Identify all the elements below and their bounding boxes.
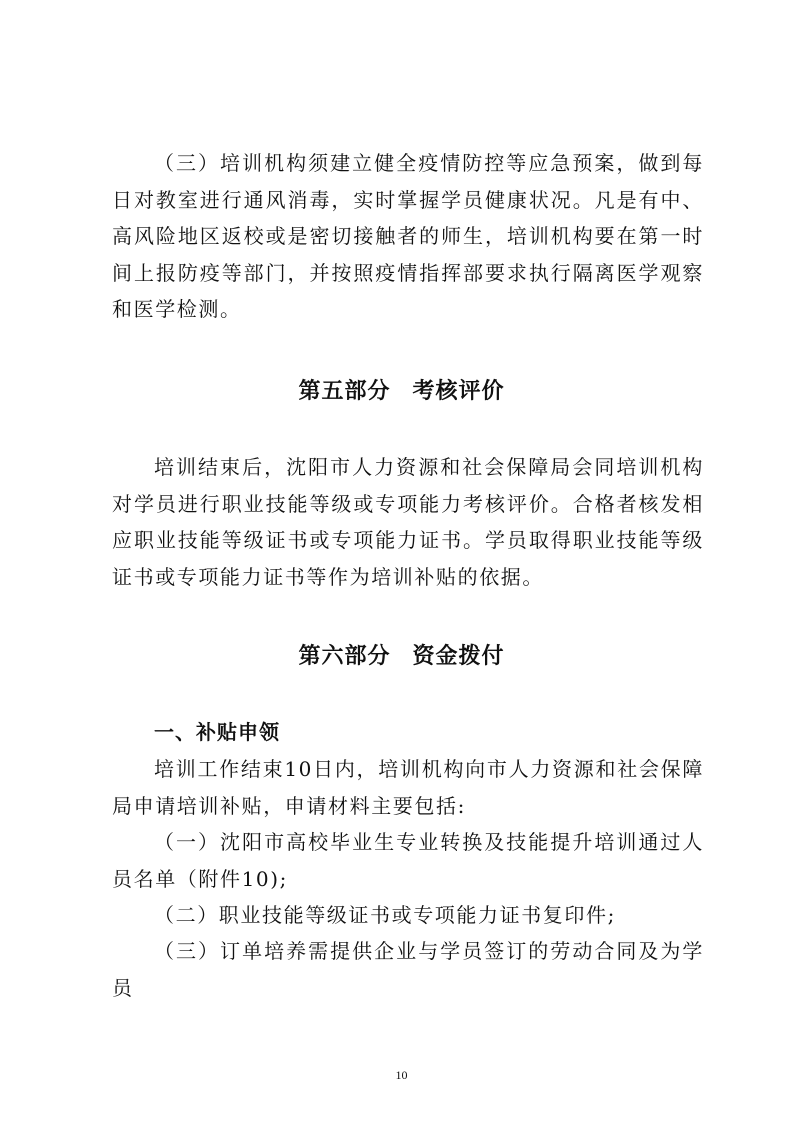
assessment-paragraph: 培训结束后，沈阳市人力资源和社会保障局会同培训机构对学员进行职业技能等级或专项能力考核评价。合格者核发相应职业技能等级证书或专项能力证书。学员取得职业技能等级证书或专项能力证书等作为培训补贴的依据。	[112, 455, 704, 589]
part-five-heading	[0, 374, 803, 405]
material-item-1: （一）沈阳市高校毕业生专业转换及技能提升培训通过人员名单（附件10);	[112, 830, 704, 891]
part-five-title: 考核评价	[412, 379, 505, 404]
part-five-number: 第五部分	[298, 379, 391, 404]
section-three-paragraph: （三）培训机构须建立健全疫情防控等应急预案，做到每日对教室进行通风消毒，实时掌握学员健康状况。凡是有中、高风险地区返校或是密切接触者的师生，培训机构要在第一时间上报防疫等部门，并按照疫情指挥部要求执行隔离医学观察和医学检测。	[112, 151, 704, 321]
part-six-number: 第六部分	[298, 644, 391, 669]
material-item-3: （三）订单培养需提供企业与学员签订的劳动合同及为学员	[112, 939, 704, 1000]
part-six-heading	[0, 639, 803, 670]
material-item-2: （二）职业技能等级证书或专项能力证书复印件;	[154, 903, 616, 927]
subsidy-application-subheading: 一、补贴申领	[154, 720, 280, 744]
page-number: 10	[395, 1068, 408, 1082]
part-six-title: 资金拨付	[412, 644, 505, 669]
subsidy-paragraph: 培训工作结束10日内，培训机构向市人力资源和社会保障局申请培训补贴，申请材料主要包括:	[112, 757, 704, 818]
